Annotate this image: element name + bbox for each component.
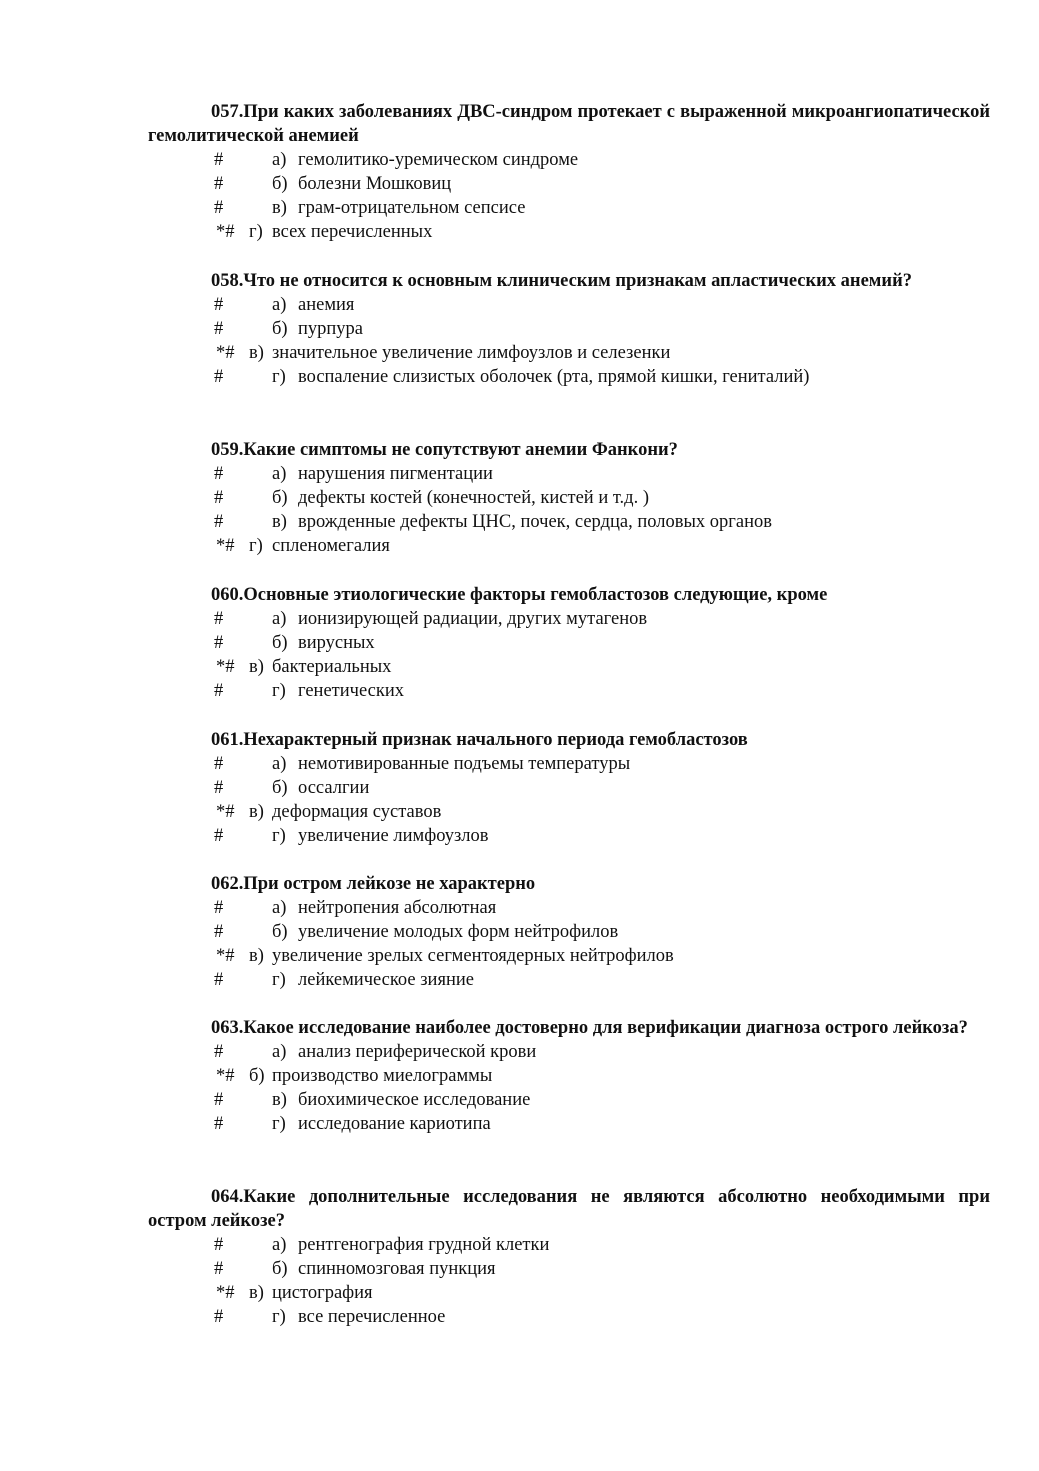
answer-mark: *# (216, 946, 235, 966)
answer-text: анализ периферической крови (298, 1042, 537, 1062)
answer-option (148, 317, 990, 341)
question-text: 063.Какое исследование наиболее достоверно для верификации диагноза острого лейкоза? (211, 1018, 968, 1038)
answer-mark: # (214, 1307, 224, 1327)
answer-letter: б) (272, 778, 288, 798)
answer-option-correct (148, 1064, 990, 1088)
answer-text: увеличение зрелых сегментоядерных нейтрофилов (272, 946, 674, 966)
answer-mark: # (214, 1259, 224, 1279)
answer-text: нейтропения абсолютная (298, 898, 497, 918)
answer-text: генетических (298, 681, 404, 701)
answer-option (148, 293, 990, 317)
question-text: 058.Что не относится к основным клиническим признакам апластических анемий? (211, 271, 912, 291)
answer-mark: # (214, 633, 224, 653)
answer-letter: г) (272, 681, 286, 701)
answer-option (148, 365, 990, 389)
answer-letter: а) (272, 1042, 287, 1062)
answer-option (148, 824, 990, 848)
question-text: 057.При каких заболеваниях ДВС-синдром протекает с выраженной микроангиопатической гемолитической анемией (148, 102, 990, 146)
answer-text: гемолитико-уремическом синдроме (298, 150, 579, 170)
answer-mark: # (214, 922, 224, 942)
answer-text: рентгенография грудной клетки (298, 1235, 550, 1255)
question-063 (148, 1016, 990, 1136)
answer-letter: г) (249, 222, 263, 242)
answer-mark: # (214, 681, 224, 701)
answer-option-correct (148, 1281, 990, 1305)
answer-option (148, 1233, 990, 1257)
answer-letter: г) (272, 826, 286, 846)
answer-text: увеличение молодых форм нейтрофилов (298, 922, 619, 942)
answer-option (148, 486, 990, 510)
answer-letter: б) (272, 174, 288, 194)
answer-mark: # (214, 198, 224, 218)
answer-text: воспаление слизистых оболочек (рта, прямой кишки, гениталий) (298, 367, 810, 387)
answer-mark: *# (216, 657, 235, 677)
answer-text: дефекты костей (конечностей, кистей и т.д. ) (298, 488, 649, 508)
answer-option (148, 462, 990, 486)
answer-letter: а) (272, 609, 287, 629)
answer-letter: г) (272, 367, 286, 387)
answer-option (148, 631, 990, 655)
answer-letter: а) (272, 1235, 287, 1255)
answer-option-correct (148, 220, 990, 244)
answer-text: цистография (272, 1283, 373, 1303)
answer-option (148, 752, 990, 776)
answer-option (148, 1305, 990, 1329)
answer-text: болезни Мошковиц (298, 174, 452, 194)
answer-mark: *# (216, 1066, 235, 1086)
answer-option (148, 920, 990, 944)
answer-option (148, 896, 990, 920)
answer-option-correct (148, 800, 990, 824)
question-058 (148, 269, 990, 389)
question-060 (148, 583, 990, 703)
answer-letter: в) (272, 198, 287, 218)
answer-letter: б) (272, 1259, 288, 1279)
answer-option (148, 510, 990, 534)
answer-mark: *# (216, 536, 235, 556)
answer-option (148, 607, 990, 631)
answer-mark: # (214, 898, 224, 918)
answer-letter: а) (272, 754, 287, 774)
question-text: 062.При остром лейкозе не характерно (211, 874, 536, 894)
answer-letter: г) (249, 536, 263, 556)
question-text: 061.Нехарактерный признак начального периода гемобластозов (211, 730, 748, 750)
answer-mark: # (214, 367, 224, 387)
answer-mark: # (214, 1090, 224, 1110)
answer-letter: в) (249, 1283, 264, 1303)
answer-letter: б) (249, 1066, 265, 1086)
answer-option (148, 1112, 990, 1136)
answer-option (148, 1040, 990, 1064)
answer-mark: # (214, 826, 224, 846)
answer-mark: # (214, 609, 224, 629)
question-062 (148, 872, 990, 992)
answer-letter: а) (272, 295, 287, 315)
answer-option (148, 1257, 990, 1281)
answer-text: пурпура (298, 319, 364, 339)
answer-mark: # (214, 488, 224, 508)
answer-letter: в) (272, 1090, 287, 1110)
answer-letter: а) (272, 898, 287, 918)
answer-letter: б) (272, 922, 288, 942)
answer-text: ионизирующей радиации, других мутагенов (298, 609, 648, 629)
answer-text: оссалгии (298, 778, 370, 798)
answer-mark: # (214, 1235, 224, 1255)
answer-option-correct (148, 341, 990, 365)
answer-option (148, 776, 990, 800)
answer-letter: б) (272, 488, 288, 508)
question-text: 059.Какие симптомы не сопутствуют анемии Фанкони? (211, 440, 678, 460)
answer-letter: в) (249, 657, 264, 677)
answer-text: значительное увеличение лимфоузлов и селезенки (272, 343, 671, 363)
answer-letter: а) (272, 464, 287, 484)
answer-text: производство миелограммы (272, 1066, 493, 1086)
answer-mark: *# (216, 343, 235, 363)
answer-text: лейкемическое зияние (298, 970, 474, 990)
answer-text: бактериальных (272, 657, 392, 677)
answer-text: всех перечисленных (272, 222, 433, 242)
answer-mark: # (214, 1114, 224, 1134)
answer-text: спленомегалия (272, 536, 390, 556)
question-text: 064.Какие дополнительные исследования не являются абсолютно необходимыми при остром лейкозе? (148, 1187, 990, 1231)
answer-text: анемия (298, 295, 355, 315)
question-061 (148, 728, 990, 848)
answer-option (148, 172, 990, 196)
answer-option (148, 196, 990, 220)
answer-mark: # (214, 319, 224, 339)
answer-mark: *# (216, 222, 235, 242)
answer-letter: в) (249, 946, 264, 966)
answer-letter: б) (272, 319, 288, 339)
answer-mark: # (214, 150, 224, 170)
answer-letter: в) (249, 802, 264, 822)
answer-option (148, 1088, 990, 1112)
answer-letter: в) (249, 343, 264, 363)
answer-text: исследование кариотипа (298, 1114, 491, 1134)
answer-option-correct (148, 534, 990, 558)
answer-letter: г) (272, 970, 286, 990)
answer-mark: # (214, 174, 224, 194)
answer-option-correct (148, 655, 990, 679)
answer-text: вирусных (298, 633, 375, 653)
answer-mark: # (214, 778, 224, 798)
answer-text: немотивированные подъемы температуры (298, 754, 631, 774)
answer-option (148, 679, 990, 703)
answer-text: деформация суставов (272, 802, 442, 822)
answer-mark: # (214, 970, 224, 990)
answer-mark: # (214, 512, 224, 532)
answer-option-correct (148, 944, 990, 968)
answer-text: увеличение лимфоузлов (298, 826, 489, 846)
question-059 (148, 438, 990, 558)
answer-mark: *# (216, 802, 235, 822)
question-064 (148, 1185, 990, 1329)
answer-letter: а) (272, 150, 287, 170)
answer-option (148, 148, 990, 172)
answer-mark: # (214, 295, 224, 315)
answer-mark: *# (216, 1283, 235, 1303)
question-text: 060.Основные этиологические факторы гемобластозов следующие, кроме (211, 585, 828, 605)
answer-mark: # (214, 464, 224, 484)
answer-mark: # (214, 1042, 224, 1062)
answer-text: грам-отрицательном сепсисе (298, 198, 526, 218)
answer-letter: в) (272, 512, 287, 532)
answer-mark: # (214, 754, 224, 774)
answer-letter: г) (272, 1307, 286, 1327)
answer-text: биохимическое исследование (298, 1090, 531, 1110)
answer-option (148, 968, 990, 992)
answer-text: все перечисленное (298, 1307, 446, 1327)
answer-text: спинномозговая пункция (298, 1259, 496, 1279)
question-057 (148, 100, 990, 244)
answer-text: нарушения пигментации (298, 464, 493, 484)
answer-text: врожденные дефекты ЦНС, почек, сердца, половых органов (298, 512, 772, 532)
answer-letter: б) (272, 633, 288, 653)
answer-letter: г) (272, 1114, 286, 1134)
